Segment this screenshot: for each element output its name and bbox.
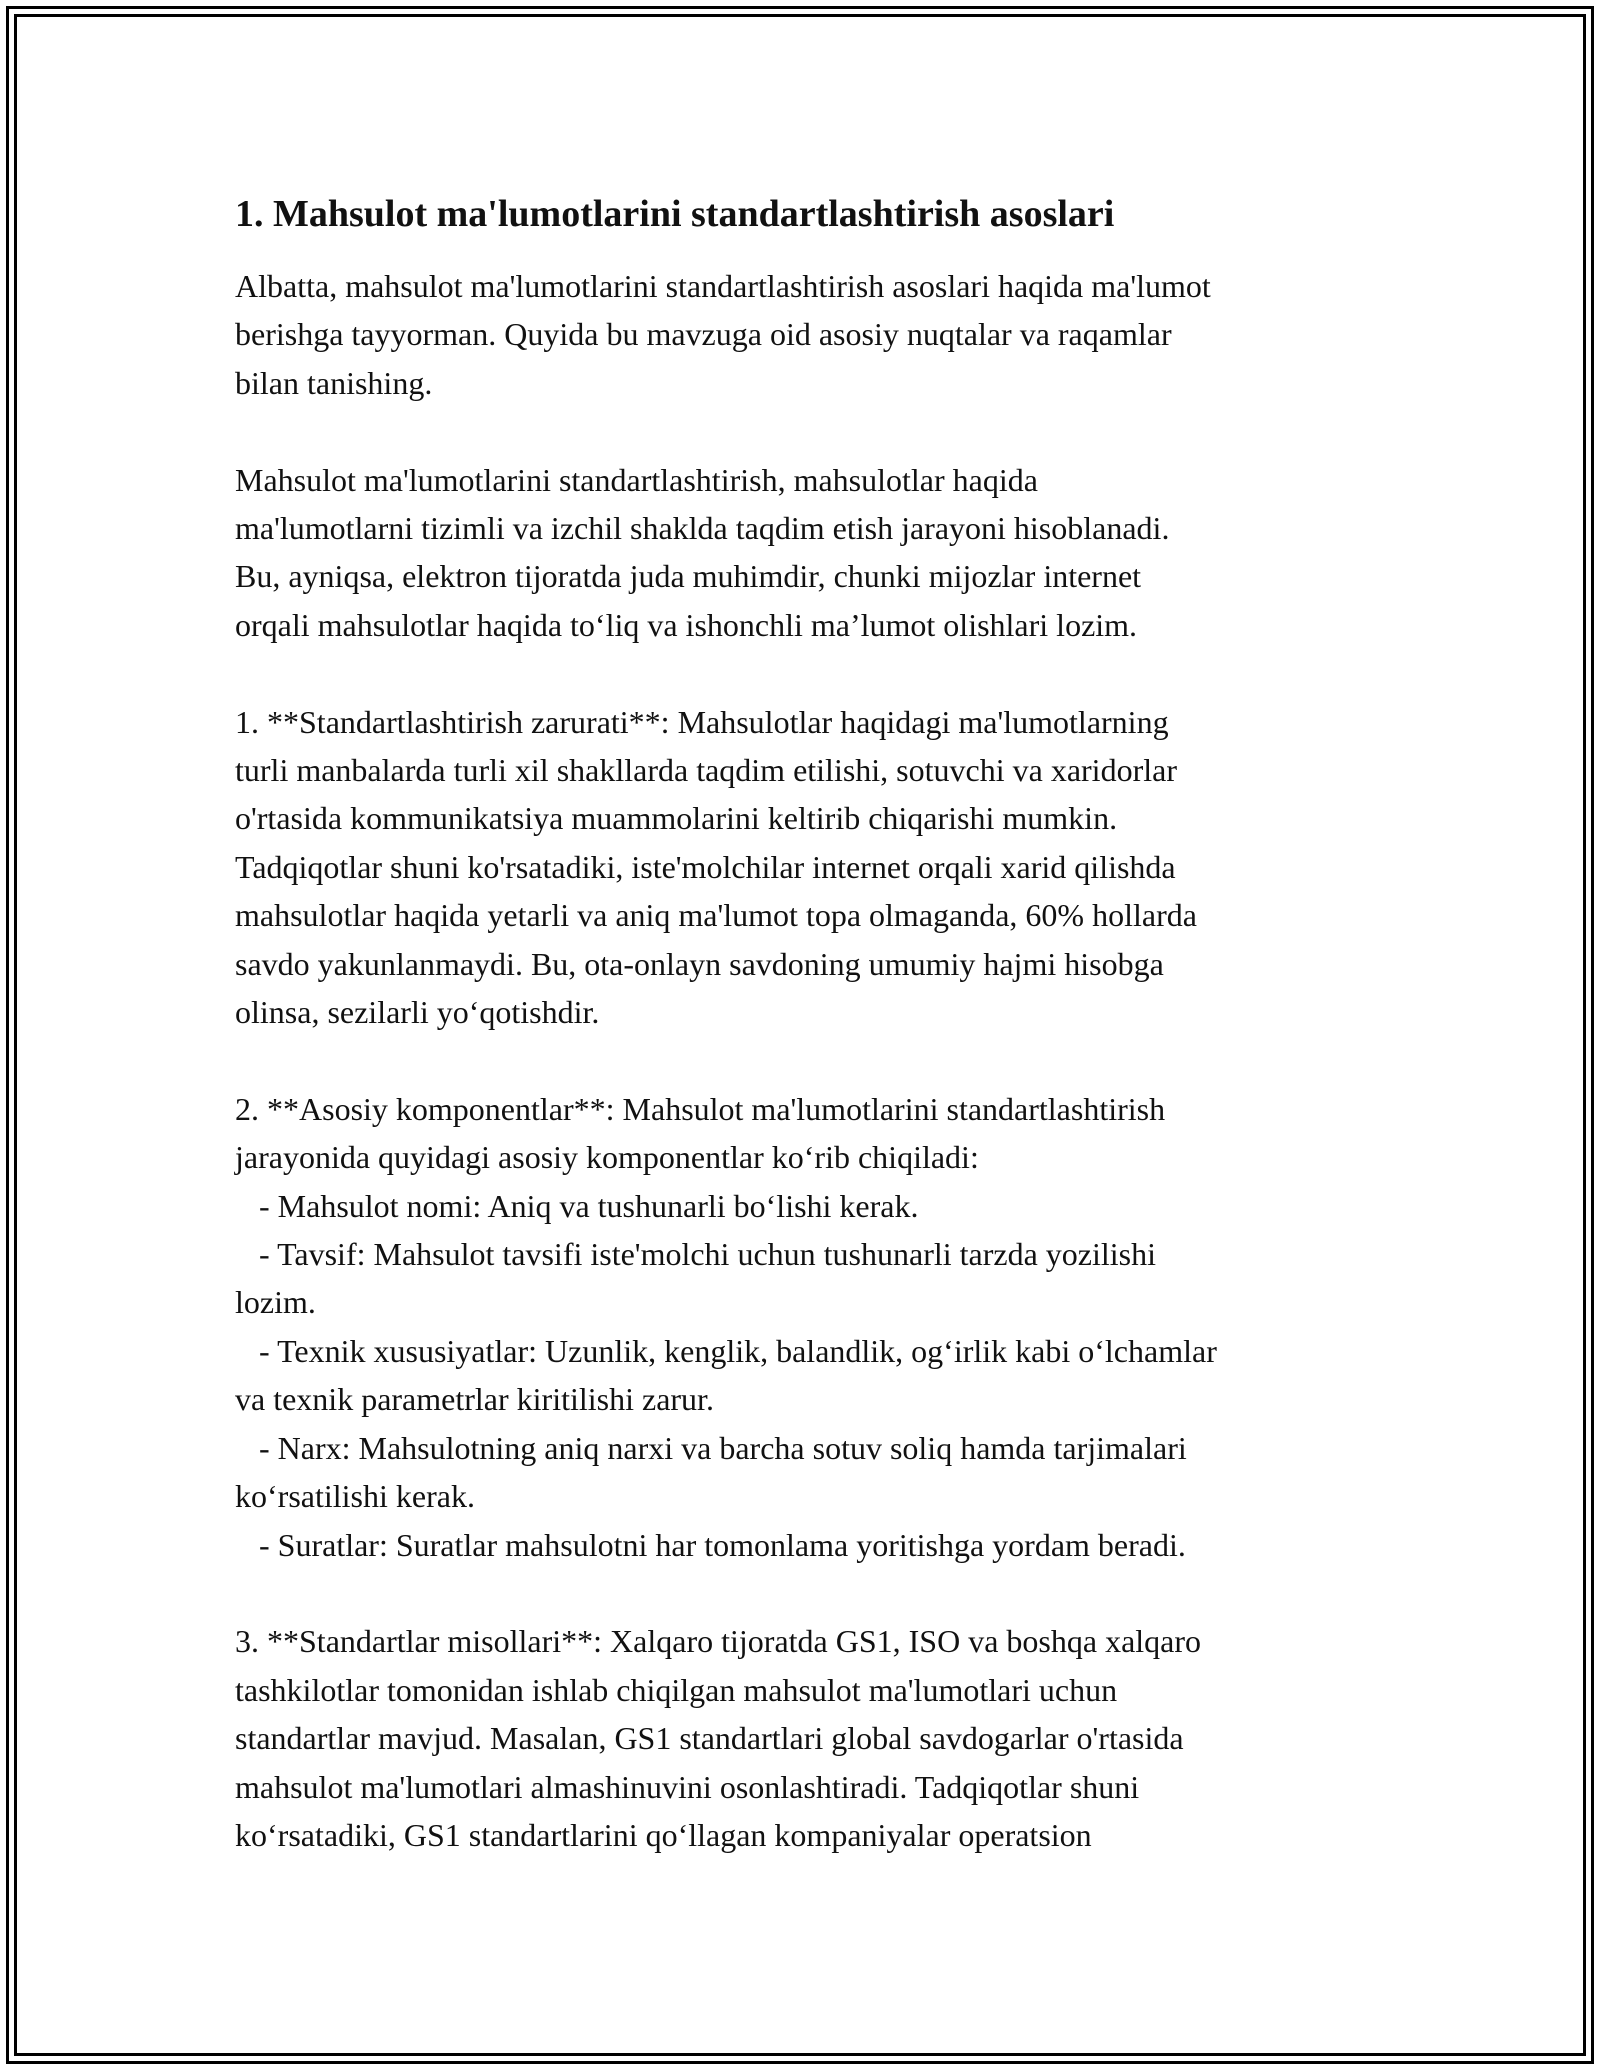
text-line: Albatta, mahsulot ma'lumotlarini standartlashtirish asoslari haqida ma'lumot [235, 268, 1211, 304]
text-line: bilan tanishing. [235, 364, 433, 401]
text-line: berishga tayyorman. Quyida bu mavzuga oid asosiy nuqtalar va raqamlar [235, 316, 1172, 353]
text-line: jarayonida quyidagi asosiy komponentlar ko‘rib chiqiladi: [235, 1139, 979, 1176]
paragraph [235, 456, 1385, 650]
paragraph-gap [235, 649, 1385, 697]
text-line: - Mahsulot nomi: Aniq va tushunarli bo‘lishi kerak. [235, 1187, 919, 1224]
text-line: 1. **Standartlashtirish zarurati**: Mahsulotlar haqidagi ma'lumotlarning [235, 703, 1169, 740]
text-line: savdo yakunlanmaydi. Bu, ota-onlayn savdoning umumiy hajmi hisobga [235, 945, 1164, 982]
text-line: - Narx: Mahsulotning aniq narxi va barcha sotuv soliq hamda tarjimalari [235, 1429, 1187, 1466]
text-line: orqali mahsulotlar haqida to‘liq va ishonchli ma’lumot olishlari lozim. [235, 606, 1138, 643]
text-line: mahsulot ma'lumotlari almashinuvini osonlashtiradi. Tadqiqotlar shuni [235, 1768, 1140, 1805]
paragraph [235, 698, 1385, 1037]
text-line: Tadqiqotlar shuni ko'rsatadiki, iste'molchilar internet orqali xarid qilishda [235, 848, 1176, 885]
text-line: va texnik parametrlar kiritilishi zarur. [235, 1381, 714, 1418]
text-line: mahsulotlar haqida yetarli va aniq ma'lumot topa olmaganda, 60% hollarda [235, 897, 1197, 934]
paragraph-list [235, 262, 1385, 1859]
text-line: turli manbalarda turli xil shakllarda taqdim etilishi, sotuvchi va xaridorlar [235, 752, 1177, 789]
text-line: - Texnik xususiyatlar: Uzunlik, kenglik, balandlik, og‘irlik kabi o‘lchamlar [235, 1332, 1217, 1369]
text-line: - Tavsif: Mahsulot tavsifi iste'molchi uchun tushunarli tarzda yozilishi [235, 1236, 1156, 1273]
text-line: o'rtasida kommunikatsiya muammolarini keltirib chiqarishi mumkin. [235, 800, 1118, 837]
text-line: ko‘rsatilishi kerak. [235, 1478, 475, 1515]
paragraph-gap [235, 1569, 1385, 1617]
paragraph [235, 1617, 1385, 1859]
text-line: lozim. [235, 1284, 316, 1321]
paragraph-gap [235, 1036, 1385, 1084]
text-line: ma'lumotlarni tizimli va izchil shaklda taqdim etish jarayoni hisoblanadi. [235, 510, 1170, 547]
paragraph [235, 1085, 1385, 1569]
text-line: Mahsulot ma'lumotlarini standartlashtirish, mahsulotlar haqida [235, 461, 1038, 498]
text-line: - Suratlar: Suratlar mahsulotni har tomonlama yoritishga yordam beradi. [235, 1526, 1186, 1563]
document-title: 1. Mahsulot ma'lumotlarini standartlashtirish asoslari [235, 193, 1115, 235]
text-line: 2. **Asosiy komponentlar**: Mahsulot ma'lumotlarini standartlashtirish [235, 1090, 1166, 1127]
text-line: 3. **Standartlar misollari**: Xalqaro tijoratda GS1, ISO va boshqa xalqaro [235, 1623, 1202, 1660]
paragraph [235, 262, 1385, 407]
document-body [235, 186, 1385, 1859]
text-line: olinsa, sezilarli yo‘qotishdir. [235, 994, 600, 1031]
text-line: Bu, ayniqsa, elektron tijoratda juda muhimdir, chunki mijozlar internet [235, 558, 1142, 595]
text-line: tashkilotlar tomonidan ishlab chiqilgan mahsulot ma'lumotlari uchun [235, 1671, 1118, 1708]
text-line: ko‘rsatadiki, GS1 standartlarini qo‘llagan kompaniyalar operatsion [235, 1816, 1092, 1853]
paragraph-gap [235, 407, 1385, 455]
text-line: standartlar mavjud. Masalan, GS1 standartlari global savdogarlar o'rtasida [235, 1720, 1184, 1757]
